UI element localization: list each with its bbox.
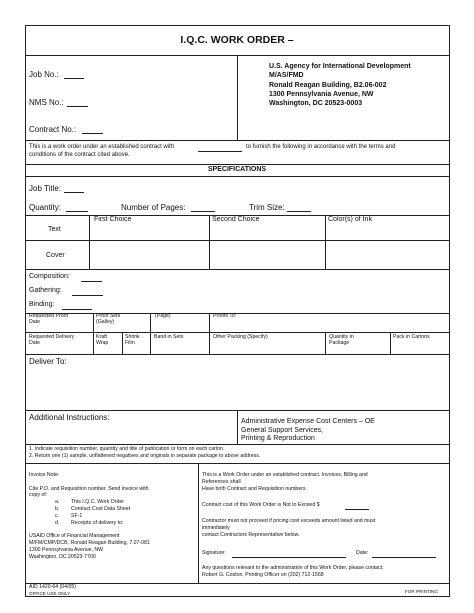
quantity-label: Quantity: — [29, 203, 62, 212]
cost-centers-line-2: General Support Services, — [241, 427, 324, 434]
invoice-cite-2: copy of: — [29, 492, 48, 498]
divider — [150, 332, 151, 354]
deliver-to-label: Deliver To: — [29, 357, 67, 366]
job-title-field[interactable] — [64, 192, 84, 193]
requested-proof-label: Requested Proof — [29, 313, 68, 319]
cost-centers-line-3: Printing & Reproduction — [241, 435, 315, 442]
requested-proof-label-2: Date — [29, 319, 40, 325]
divider — [25, 354, 450, 355]
divider — [25, 176, 450, 177]
pack-cartons-label: Pack in Cartons — [393, 334, 430, 340]
divider — [25, 444, 450, 445]
trim-size-field[interactable] — [287, 211, 311, 212]
composition-label: Composition: — [29, 273, 70, 280]
page-label: (Page) — [155, 313, 171, 319]
gathering-field[interactable] — [72, 295, 103, 296]
ink-colors-header: Color(s) of Ink — [328, 216, 372, 223]
divider — [25, 463, 450, 464]
right-p1-line-3: Have both Contract and Requisition numbers. — [202, 486, 307, 492]
divider — [25, 332, 450, 333]
second-choice-header: Second Choice — [212, 216, 260, 223]
nms-no-field[interactable] — [67, 106, 88, 107]
invoice-item-text: Receipts of delivery to: — [71, 520, 124, 526]
invoice-item-letter: a. — [55, 499, 60, 505]
note-2: 2. Return one (1) sample, unflattened negatives and originals in separate package to above address. — [29, 453, 261, 459]
invoice-item-letter: c. — [55, 513, 60, 519]
right-p1-line-2: References shall — [202, 479, 241, 485]
divider — [209, 332, 210, 354]
signature-field[interactable] — [232, 557, 346, 558]
nms-no-label: NMS No.: — [29, 98, 64, 107]
cost-field[interactable] — [345, 509, 369, 510]
divider — [198, 463, 199, 583]
contract-text-a: This is a work order under an established contract with — [29, 144, 175, 150]
invoice-item-letter: b. — [55, 506, 60, 512]
trim-size-label: Trim Size: — [249, 203, 285, 212]
right-p3-line-1: Any questions relevant to the administration of this Work Order, please contact: — [202, 565, 384, 571]
agency-line-2: M/AS/FMD — [269, 72, 304, 79]
composition-field[interactable] — [81, 281, 102, 282]
divider — [237, 55, 238, 140]
office-line-4: Washington, DC 20523-7700 — [29, 554, 96, 560]
divider — [325, 215, 326, 269]
invoice-item-letter: d. — [55, 520, 60, 526]
date-field[interactable] — [372, 557, 436, 558]
additional-instructions-label: Additional Instructions: — [29, 413, 110, 422]
right-p2-line-3: contact Contractors Representative below. — [202, 532, 300, 538]
divider — [237, 410, 238, 444]
right-p3-line-2: Robert G. Coston, Printing Officer on (202) 712-1568 — [202, 572, 324, 578]
office-line-1: USAID Office of Financial Management — [29, 533, 120, 539]
right-p1-line-1: This is a Work Order under an established contract. Invoices, Billing and — [202, 472, 368, 478]
divider — [209, 313, 210, 332]
proof-sets-label: Proof Sets — [96, 313, 121, 319]
office-use-only: OFFICE USE ONLY — [29, 591, 71, 596]
divider — [209, 215, 210, 269]
quantity-field[interactable] — [66, 211, 88, 212]
shrink-film-label: Shrink — [125, 334, 140, 340]
quantity-package-label: Quantity in — [329, 334, 354, 340]
proof-sets-label-2: (Galley) — [96, 319, 115, 325]
cost-label: Contract cost of this Work Order is Not to Exceed $ — [202, 502, 320, 508]
cost-centers-line-1: Administrative Expense Cost Centers – OE — [241, 418, 375, 425]
proofs-to-label: Proofs To: — [213, 313, 237, 319]
divider — [122, 332, 123, 354]
cover-row-label: Cover — [46, 252, 65, 259]
contract-text-b: to furnish the following in accordance with the terms and — [246, 144, 396, 150]
first-choice-header: First Choice — [94, 216, 132, 223]
contractor-field[interactable] — [198, 151, 242, 152]
contract-no-label: Contract No.: — [29, 125, 77, 134]
shrink-film-label-2: Film — [125, 340, 135, 346]
pages-field[interactable] — [191, 211, 215, 212]
right-p2-line-1: Contractor must not proceed if pricing cost exceeds amount listed and must — [202, 518, 376, 524]
invoice-cite-1: Cite P.O. and Requisition number. Send invoice with — [29, 486, 149, 492]
divider — [93, 313, 94, 332]
form-id: AID 1420-64 (04/05) — [29, 584, 77, 590]
agency-line-1: U.S. Agency for International Development — [269, 63, 411, 70]
divider — [25, 583, 450, 584]
quantity-package-label-2: Package — [329, 340, 350, 346]
pages-label: Number of Pages: — [121, 203, 186, 212]
invoice-item-text: SF-1 — [71, 513, 83, 519]
other-packing-label: Other Packing (Specify) — [213, 334, 268, 340]
right-p2-line-2: immediately — [202, 525, 230, 531]
requested-delivery-label: Requested Delivery — [29, 334, 75, 340]
specifications-heading: SPECIFICATIONS — [207, 166, 267, 173]
requested-delivery-label-2: Date — [29, 340, 40, 346]
divider — [25, 240, 450, 241]
agency-line-4: 1300 Pennsylvania Avenue, NW — [269, 91, 374, 98]
divider — [25, 140, 450, 141]
invoice-item-text: Contract Cost Data Sheet — [71, 506, 131, 512]
for-printing: FOR PRINTING — [405, 589, 438, 594]
invoice-item-text: This I.Q.C. Work Order — [71, 499, 124, 505]
kraft-wrap-label: Kraft — [96, 334, 107, 340]
divider — [25, 269, 450, 270]
job-no-field[interactable] — [64, 78, 84, 79]
job-no-label: Job No.: — [29, 70, 59, 79]
office-line-3: 1300 Pennsylvania Avenue, NW — [29, 547, 104, 553]
divider — [25, 313, 450, 314]
form-title: I.Q.C. WORK ORDER – — [180, 34, 294, 46]
divider — [93, 332, 94, 354]
kraft-wrap-label-2: Wrap — [96, 340, 109, 346]
date-label: Date: — [356, 550, 369, 556]
note-1: 1. Indicate requisition number, quantity and title of publication or form on each carton. — [29, 446, 225, 452]
signature-label: Signature: — [202, 550, 226, 556]
job-title-label: Job Title: — [29, 184, 62, 193]
invoice-note-label: Invoice Note: — [29, 472, 60, 478]
text-row-label: Text — [48, 226, 61, 233]
contract-no-field[interactable] — [82, 133, 103, 134]
gathering-label: Gathering: — [29, 287, 62, 294]
divider — [150, 313, 151, 332]
divider — [325, 332, 326, 354]
divider — [390, 332, 391, 354]
divider — [25, 164, 450, 165]
contract-text-c: conditions of the contract cited above. — [29, 152, 130, 158]
divider — [89, 215, 90, 269]
binding-field[interactable] — [62, 309, 92, 310]
binding-label: Binding: — [29, 301, 55, 308]
band-in-sets-label: Band in Sets — [154, 334, 184, 340]
office-line-2: M/FM/CMP/DCB, Ronald Reagan Building, 7.07-081 — [29, 540, 150, 546]
agency-line-3: Ronald Reagan Building, B2.06-002 — [269, 82, 387, 89]
agency-line-5: Washington, DC 20523-0003 — [269, 100, 363, 107]
